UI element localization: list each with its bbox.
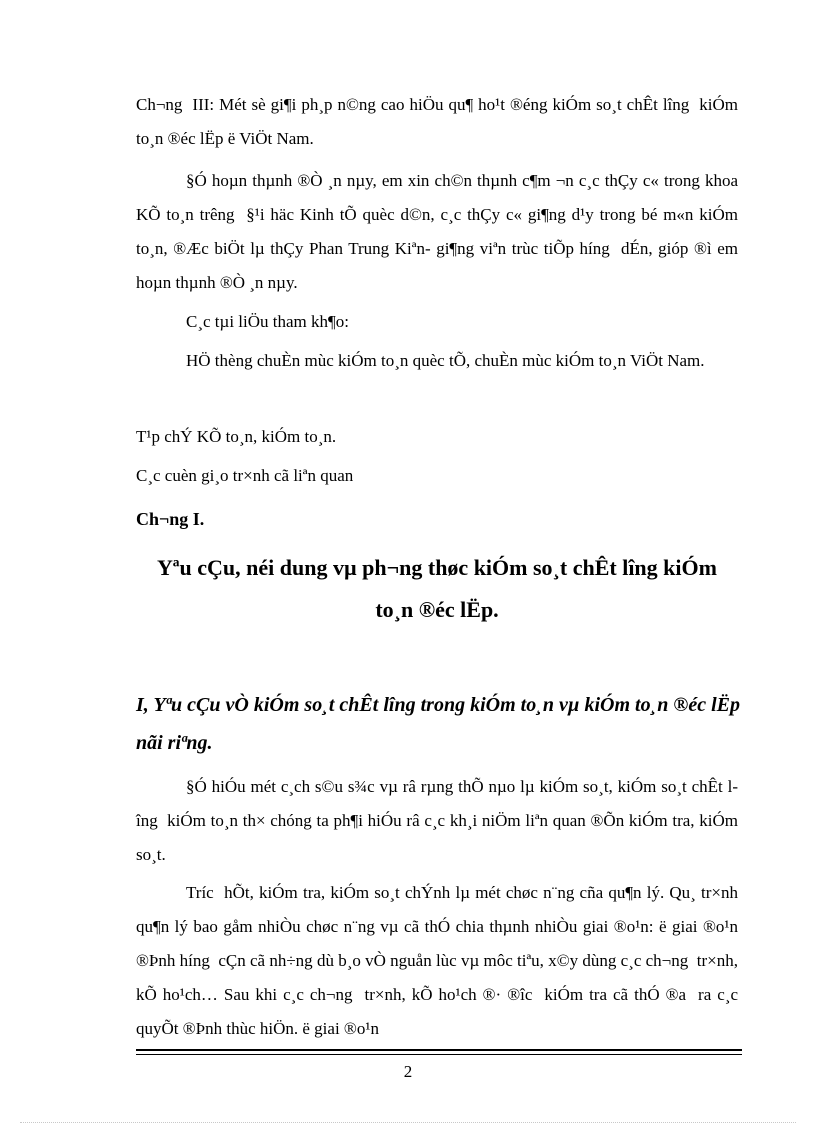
paragraph-acknowledgement: §Ó hoµn thµnh ®Ò ¸n nµy, em xin ch©n thµnh c¶m ¬n c¸c thÇy c« trong khoa KÕ to¸n trêng §¹i häc Kinh tÕ quèc d©n, c¸c thÇy c« gi¶ng d¹y trong bé m«n kiÓm to¸n, ®Æc biÖt lµ thÇy Phan Trung Kiªn- gi¶ng viªn trùc tiÕp híng dÉn, gióp ®ì em hoµn thµnh ®Ò ¸n nµy.: [136, 171, 743, 292]
paragraph-references-heading: C¸c tµi liÖu tham kh¶o:: [186, 312, 349, 331]
footer-rule-thin: [136, 1054, 742, 1055]
chapter-heading: Ch¬ng I.: [136, 509, 205, 529]
paragraph-reference-textbooks: C¸c cuèn gi¸o tr×nh cã liªn quan: [136, 466, 354, 485]
paragraph-body-2: Tríc hÕt, kiÓm tra, kiÓm so¸t chÝnh lµ mét chøc n¨ng cña qu¶n lý. Qu¸ tr×nh qu¶n lý bao gåm nhiÒu chøc n¨ng vµ cã thÓ chia thµnh nhiÒu giai ®o¹n: ë giai ®o¹n ®Þnh híng cÇn cã nh÷ng dù b¸o vÒ nguån lùc vµ môc tiªu, x©y dùng c¸c ch¬ng tr×nh, kÕ ho¹ch… Sau khi c¸c ch¬ng tr×nh, kÕ ho¹ch ®· ®îc kiÓm tra cã thÓ ®a ra c¸c quyÕt ®Þnh thùc hiÖn. ë giai ®o¹n: [136, 883, 743, 1038]
chapter-title: Yªu cÇu, néi dung vµ ph¬ng thøc kiÓm so¸t chÊt lîng kiÓm to¸n ®éc lËp.: [157, 555, 717, 622]
paragraph-body-1: §Ó hiÓu mét c¸ch s©u s¾c vµ râ rµng thÕ nµo lµ kiÓm so¸t, kiÓm so¸t chÊt lîng kiÓm to¸n th× chóng ta ph¶i hiÓu râ c¸c kh¸i niÖm liªn quan ®Õn kiÓm tra, kiÓm so¸t.: [136, 777, 743, 864]
paragraph-reference-journal: T¹p chÝ KÕ to¸n, kiÓm to¸n.: [136, 427, 337, 446]
footer-rule-thick: [136, 1049, 742, 1051]
page-number: 2: [403, 1062, 413, 1081]
paragraph-chapter-3-summary: Ch¬ng III: Mét sè gi¶i ph¸p n©ng cao hiÖu qu¶ ho¹t ®éng kiÓm so¸t chÊt lîng kiÓm to¸n ®éc lËp ë ViÖt Nam.: [136, 95, 743, 148]
section-heading: I, Yªu cÇu vÒ kiÓm so¸t chÊt lîng trong kiÓm to¸n vµ kiÓm to¸n ®éc lËp nãi riªng.: [136, 694, 740, 754]
paragraph-reference-standards: HÖ thèng chuÈn mùc kiÓm to¸n quèc tÕ, chuÈn mùc kiÓm to¸n ViÖt Nam.: [186, 351, 705, 370]
